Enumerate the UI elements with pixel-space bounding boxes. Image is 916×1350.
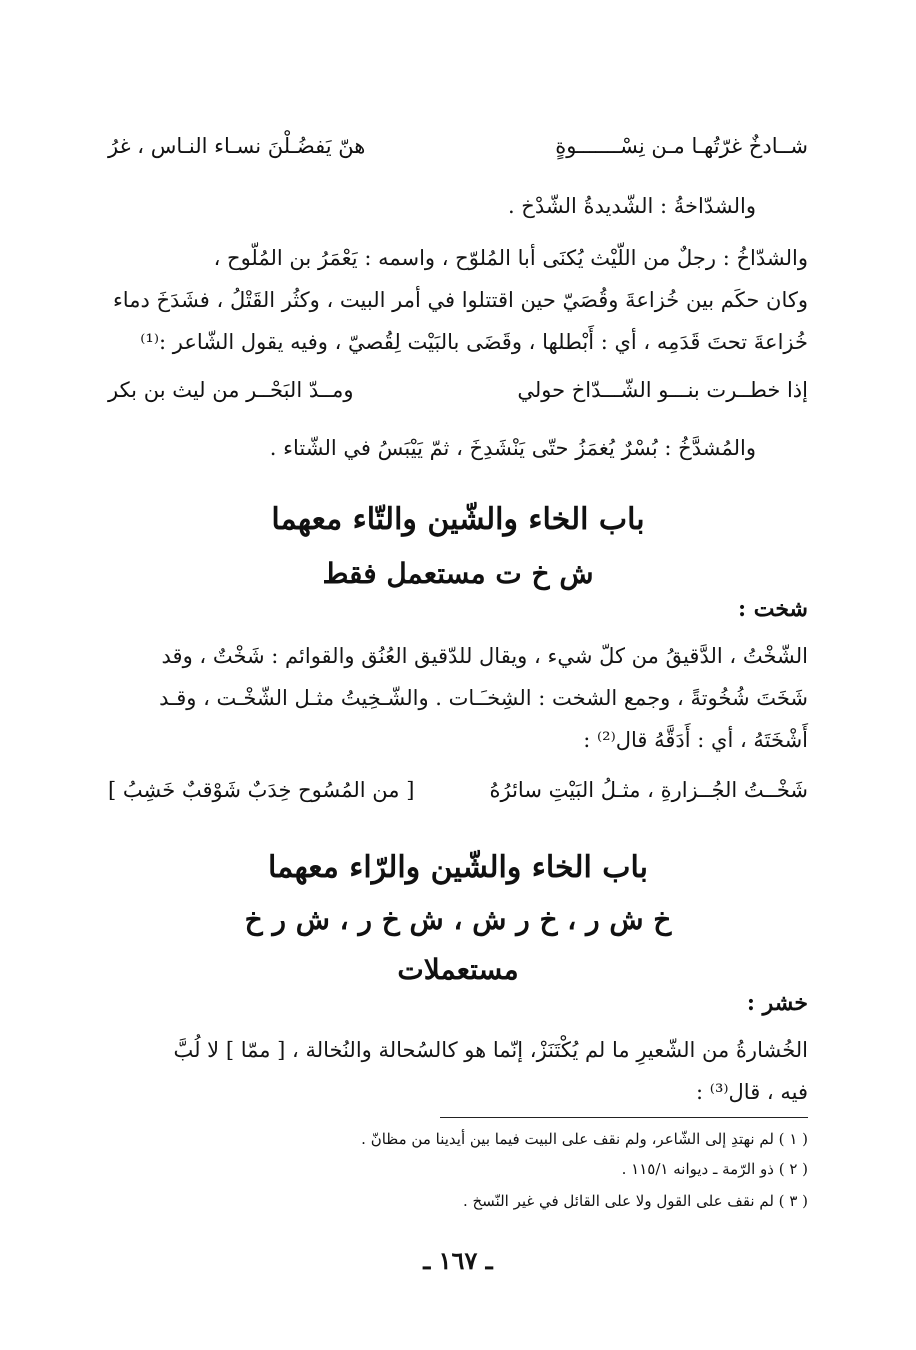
verse-3 — [108, 774, 808, 806]
footnote-separator — [440, 1117, 808, 1118]
verse-2 — [108, 374, 808, 406]
verse-1-right-hemistich: شــادخٌ غرّتُهـا مـن نِسْـــــــوةٍ — [555, 134, 808, 158]
text-line: فيه ، قال⁽³⁾ : — [696, 1080, 808, 1104]
footnote: ( ١ ) لم نهتدِ إلى الشّاعر، ولم نقف على البيت فيما بين أيدينا من مظانّ . — [361, 1130, 808, 1148]
verse-3-left-hemistich: [ من المُسُوح خِدَبٌ شَوْقبٌ خَشِبُ ] — [108, 778, 415, 802]
text-line: أَشْخَتَهُ ، أي : أَدَقَّهُ قال⁽²⁾ : — [583, 728, 808, 752]
footnote: ( ٣ ) لم نقف على القول ولا على القائل في غير النّسخ . — [462, 1192, 808, 1210]
verse-1-left-hemistich: هنّ يَفضُـلْنَ نسـاء النـاس ، غرُ — [108, 134, 366, 158]
verse-3-right-hemistich: شَخْــتُ الجُــزارةِ ، مثـلُ البَيْتِ سائرُهُ — [489, 778, 808, 802]
text-line: والشدّاخةُ : الشّديدةُ الشّدْخ . — [507, 194, 756, 218]
section-subheading: خ ش ر ، خ ر ش ، ش خ ر ، ش ر خ — [244, 903, 672, 936]
verse-2-right-hemistich: إذا خطــرت بنـــو الشّـــدّاخ حولي — [517, 378, 808, 402]
text-line: شَخَتَ شُخُوتةً ، وجمع الشخت : الشِخـَـات . والشّـخِيتُ مثـل الشّخْـت ، وقـد — [159, 686, 808, 710]
footnote: ( ٢ ) ذو الرّمة ـ ديوانه ١١٥/١ . — [621, 1160, 808, 1178]
entry-headword: خشر : — [746, 990, 808, 1016]
text-line: والمُشدَّخُ : بُسْرٌ يُغمَزُ حتّى يَنْشَدِخَ ، ثمّ يَيْبَسُ في الشّتاء . — [269, 436, 756, 460]
page-number: ـ ١٦٧ ـ — [423, 1246, 493, 1275]
text-line: والشدّاخُ : رجلٌ من اللّيْث يُكنَى أبا المُلوّح ، واسمه : يَعْمَرُ بن المُلّوح ، — [213, 246, 808, 270]
entry-headword: شخت : — [737, 596, 808, 622]
text-line: وكان حكَم بين خُزاعةَ وقُصَيّ حين اقتتلوا في أمر البيت ، وكثُر القَتْلُ ، فشَدَخَ دماء — [112, 288, 808, 312]
section-subheading: ش خ ت مستعمل فقط — [322, 557, 594, 590]
text-line: خُزاعةَ تحتَ قَدَمِه ، أي : أَبْطلها ، وقَضَى بالبَيْت لِقُصيّ ، وفيه يقول الشّاعر :⁽¹⁾ — [140, 330, 808, 354]
section-heading: باب الخاء والشّين والرّاء معهما — [267, 850, 649, 885]
verse-1 — [108, 130, 808, 162]
section-subheading: مستعملات — [397, 953, 519, 986]
text-line: الشّخْتُ ، الدَّقيقُ من كلّ شيء ، ويقال للدّقيق العُنُق والقوائم : شَخْتٌ ، وقد — [161, 644, 808, 668]
text-line: الخُشارةُ من الشّعيرِ ما لم يُكْتَنَزْ، إنّما هو كالسُحالة والنُخالة ، [ ممّا ] لا لُبَّ — [173, 1038, 808, 1062]
section-heading: باب الخاء والشّين والتّاء معهما — [271, 502, 645, 537]
verse-2-left-hemistich: ومــدّ البَحْــر من ليث بن بكر — [108, 378, 354, 402]
